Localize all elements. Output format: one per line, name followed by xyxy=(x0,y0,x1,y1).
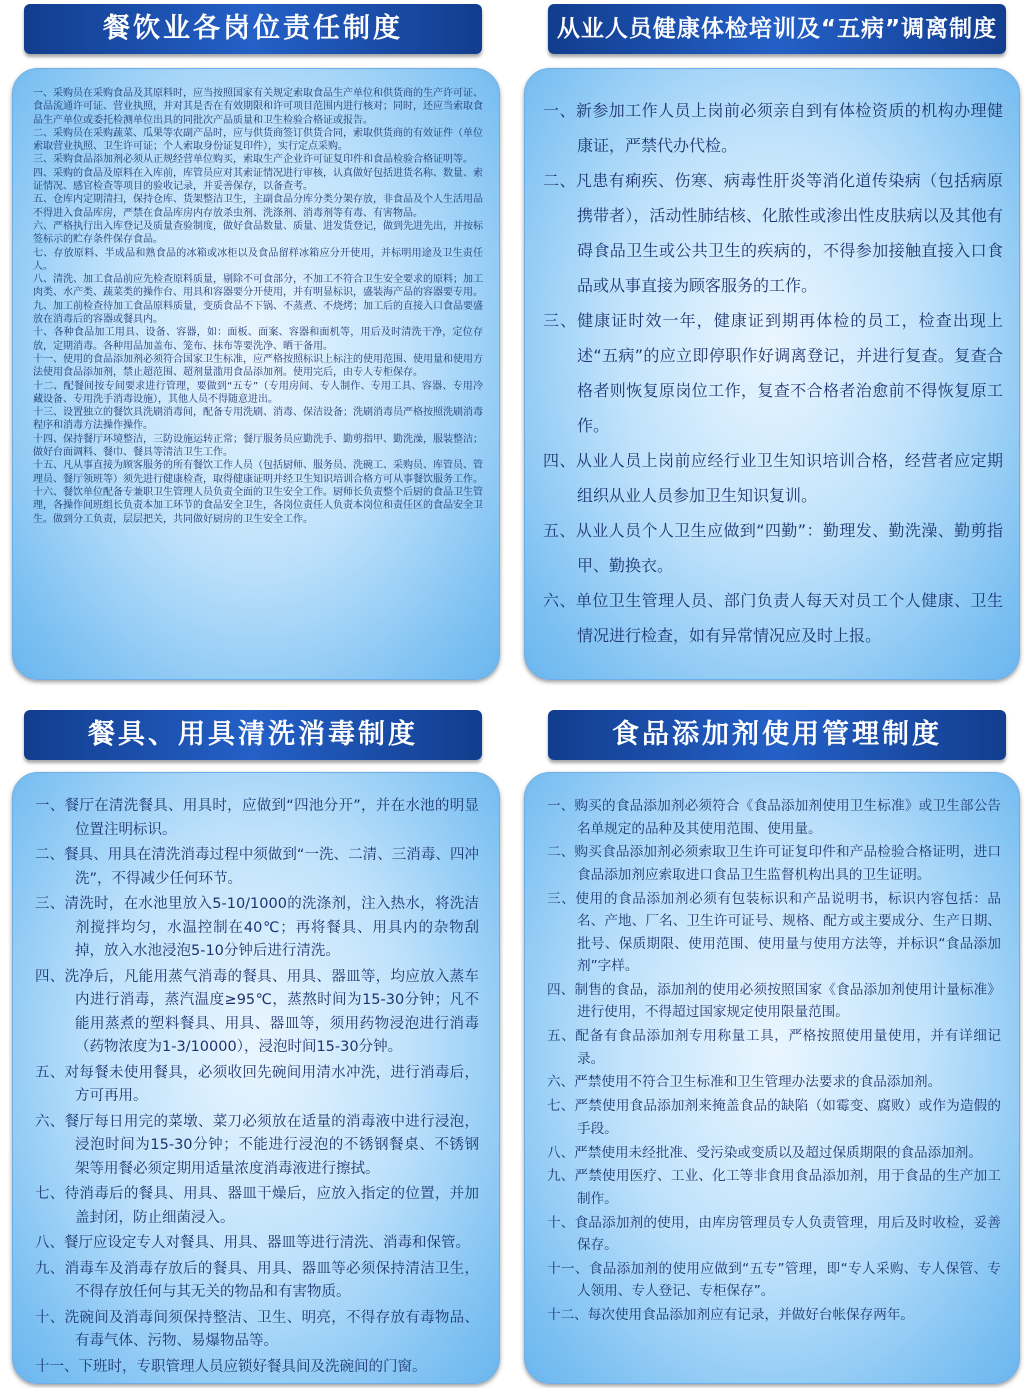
rule-item: 三、清洗时，在水池里放入5-10/1000的洗涤剂，注入热水，将洗洁剂搅拌均匀，水温控制在40℃；再将餐具、用具内的杂物刮掉，放入水池浸泡5-10分钟后进行清洗。 xyxy=(35,896,479,959)
section-1-panel xyxy=(12,68,500,680)
section-3-title: 餐具、用具清洗消毒制度 xyxy=(24,710,482,760)
rule-item: 五、对每餐未使用餐具，必须收回先碗间用清水冲洗，进行消毒后，方可再用。 xyxy=(35,1064,479,1104)
rule-item: 五、仓库内定期清扫，保持仓库、货架整洁卫生，主副食品分库分类分架存放，非食品及个人生活用品不得进入食品库房，严禁在食品库房内存放杀虫剂、洗涤剂、消毒剂等有毒、有害物品。 xyxy=(33,194,483,219)
rule-item: 十一、下班时，专职管理人员应锁好餐具间及洗碗间的门窗。 xyxy=(35,1358,427,1375)
section-2-panel xyxy=(524,68,1020,680)
rule-item: 九、加工前检查待加工食品原料质量，变质食品不下锅、不蒸煮、不烧烤；加工后的直接入口食品要盛放在消毒后的容器或餐具内。 xyxy=(33,300,483,326)
rule-item: 十、洗碗间及消毒间须保持整洁、卫生、明亮，不得存放有毒物品、有毒气体、污物、易爆物品等。 xyxy=(35,1309,479,1349)
rule-item: 十一、使用的食品添加剂必须符合国家卫生标准，应严格按照标识上标注的使用范围、使用量和使用方法使用食品添加剂，禁止超范围、超剂量滥用食品添加剂。使用完后，由专人专柜保存。 xyxy=(33,353,483,379)
section-1-title: 餐饮业各岗位责任制度 xyxy=(24,4,482,54)
section-2-title: 从业人员健康体检培训及“五病”调离制度 xyxy=(548,4,1006,54)
rule-item: 三、采购食品添加剂必须从正规经营单位购买，索取生产企业许可证复印件和食品检验合格证明等。 xyxy=(33,154,473,166)
rule-item: 五、配备有食品添加剂专用称量工具，严格按照使用量使用，并有详细记录。 xyxy=(547,1028,1001,1067)
rule-item: 四、制售的食品，添加剂的使用必须按照国家《食品添加剂使用计量标准》进行使用，不得超过国家规定使用限量范围。 xyxy=(547,981,1001,1021)
rule-item: 八、清洗、加工食品前应先检查原料质量，剔除不可食部分，不加工不符合卫生安全要求的原料；加工肉类、水产类、蔬菜类的操作台、用具和容器要分开使用，并有明显标识，盛装海产品的容器要专用。 xyxy=(33,274,483,299)
rule-item: 三、使用的食品添加剂必须有包装标识和产品说明书，标识内容包括：品名、产地、厂名、卫生许可证号、规格、配方或主要成分、生产日期、批号、保质期限、使用范围、使用量与使用方法等，并标识“食品添加剂”字样。 xyxy=(547,890,1001,975)
rule-item: 二、凡患有痢疾、伤寒、病毒性肝炎等消化道传染病（包括病原携带者），活动性肺结核、化脓性或渗出性皮肤病以及其他有碍食品卫生或公共卫生的疾病的，不得参加接触直接入口食品或从事直接为顾客服务的工作。 xyxy=(543,171,1003,295)
rule-item: 十二、每次使用食品添加剂应有记录，并做好台帐保存两年。 xyxy=(547,1307,915,1324)
rule-item: 二、餐具、用具在清洗消毒过程中须做到“一洗、二清、三消毒、四冲洗”，不得减少任何环节。 xyxy=(35,847,479,887)
rule-item: 八、严禁使用未经批准、受污染或变质以及超过保质期限的食品添加剂。 xyxy=(547,1144,982,1161)
rule-item: 六、严禁使用不符合卫生标准和卫生管理办法要求的食品添加剂。 xyxy=(547,1074,942,1091)
section-4-list xyxy=(547,795,1001,1327)
rule-item: 十五、凡从事直接为顾客服务的所有餐饮工作人员（包括厨师、服务员、洗碗工、采购员、库管员、管理员、餐厅领班等）须先进行健康检查，取得健康证明并经卫生知识培训合格方可从事餐饮服务工作。 xyxy=(33,460,483,485)
rule-item: 十六、餐饮单位配备专兼职卫生管理人员负责全面的卫生安全工作。厨师长负责整个后厨的食品卫生管理，各操作间班组长负责本加工环节的食品安全卫生，各岗位责任人负责本岗位和责任区的食品安全卫生。做到分工负责，层层把关，共同做好厨房的卫生安全工作。 xyxy=(33,486,483,525)
rule-item: 三、健康证时效一年，健康证到期再体检的员工，检查出现上述“五病”的应立即停职作好调离登记，并进行复查。复查合格者则恢复原岗位工作，复查不合格者治愈前不得恢复原工作。 xyxy=(543,311,1003,435)
rule-item: 六、餐厅每日用完的菜墩、菜刀必须放在适量的消毒液中进行浸泡，浸泡时间为15-30分钟；不能进行浸泡的不锈钢餐桌、不锈钢架等用餐必须定期用适量浓度消毒液进行擦拭。 xyxy=(35,1113,479,1177)
section-4-panel xyxy=(524,772,1020,1384)
rule-item: 二、购买食品添加剂必须索取卫生许可证复印件和产品检验合格证明，进口食品添加剂应索取进口食品卫生监督机构出具的卫生证明。 xyxy=(547,844,1001,883)
rule-item: 二、采购员在采购蔬菜、瓜果等农副产品时，应与供货商签订供货合同，索取供货商的有效证件（单位索取营业执照、卫生许可证；个人索取身份证复印件），实行定点采购。 xyxy=(33,127,483,153)
rule-item: 九、严禁使用医疗、工业、化工等非食用食品添加剂，用于食品的生产加工制作。 xyxy=(547,1168,1001,1207)
rule-item: 八、餐厅应设定专人对餐具、用具、器皿等进行清洗、消毒和保管。 xyxy=(35,1235,470,1251)
rule-item: 七、待消毒后的餐具、用具、器皿干燥后，应放入指定的位置，并加盖封闭，防止细菌浸入。 xyxy=(35,1186,479,1226)
rule-item: 四、从业人员上岗前应经行业卫生知识培训合格，经营者应定期组织从业人员参加卫生知识复训。 xyxy=(543,451,1003,505)
rule-item: 六、严格执行出入库登记及质量查验制度，做好食品数量、质量、进发货登记，做到先进先出，并按标签标示的贮存条件保存食品。 xyxy=(33,220,483,246)
rule-item: 十四、保持餐厅环境整洁，三防设施运转正常；餐厅服务员应勤洗手、勤剪指甲、勤洗澡，服装整洁；做好台面调料、餐巾、餐具等清洁卫生工作。 xyxy=(33,433,483,459)
rule-item: 十二、配餐间按专间要求进行管理，要做到“五专”（专用房间、专人制作、专用工具、容器、专用冷藏设备、专用洗手消毒设施），其他人员不得随意进出。 xyxy=(33,380,483,405)
rule-item: 十一、食品添加剂的使用应做到“五专”管理，即“专人采购、专人保管、专人领用、专人登记、专柜保存”。 xyxy=(547,1260,1001,1300)
rule-item: 一、新参加工作人员上岗前必须亲自到有体检资质的机构办理健康证，严禁代办代检。 xyxy=(543,101,1003,155)
section-1-list xyxy=(33,87,483,526)
section-3-panel xyxy=(12,772,500,1384)
rule-item: 十、食品添加剂的使用，由库房管理员专人负责管理，用后及时收检，妥善保存。 xyxy=(547,1214,1001,1254)
rule-item: 十三、设置独立的餐饮具洗刷消毒间，配备专用洗刷、消毒、保洁设备；洗刷消毒员严格按照洗刷消毒程序和消毒方法操作操作。 xyxy=(33,407,483,432)
section-3-list xyxy=(35,795,479,1379)
rule-item: 四、采购的食品及原料在入库前，库管员应对其索证情况进行审核，认真做好包括进货名称、数量、索证情况、感官检查等项目的验收记录，并妥善保存，以备查考。 xyxy=(33,167,483,193)
section-4-title: 食品添加剂使用管理制度 xyxy=(548,710,1006,760)
rule-item: 一、采购员在采购食品及其原料时，应当按照国家有关规定索取食品生产单位和供货商的生产许可证、食品流通许可证、营业执照，并对其是否在有效期限和许可项目范围内进行核对；同时，还应当索取食品生产单位或委托检测单位出具的同批次产品质量和卫生检验合格证或报告。 xyxy=(33,88,483,126)
rule-item: 七、存放原料、半成品和熟食品的冰箱或冰柜以及食品留样冰箱应分开使用，并标明用途及卫生责任人。 xyxy=(33,247,483,272)
rule-item: 四、洗净后，凡能用蒸气消毒的餐具、用具、器皿等，均应放入蒸车内进行消毒，蒸汽温度≥95℃，蒸熬时间为15-30分钟；凡不能用蒸煮的塑料餐具、用具、器皿等，须用药物浸泡进行消毒（药物浓度为1-3/10000），浸泡时间15-30分钟。 xyxy=(35,968,479,1055)
rule-item: 一、购买的食品添加剂必须符合《食品添加剂使用卫生标准》或卫生部公告名单规定的品种及其使用范围、使用量。 xyxy=(547,798,1001,837)
rule-item: 一、餐厅在清洗餐具、用具时，应做到“四池分开”，并在水池的明显位置注明标识。 xyxy=(35,798,479,838)
rule-item: 七、严禁使用食品添加剂来掩盖食品的缺陷（如霉变、腐败）或作为造假的手段。 xyxy=(547,1098,1001,1137)
rule-item: 五、从业人员个人卫生应做到“四勤”：勤理发、勤洗澡、勤剪指甲、勤换衣。 xyxy=(543,521,1003,575)
rule-item: 九、消毒车及消毒存放后的餐具、用具、器皿等必须保持清洁卫生，不得存放任何与其无关的物品和有害物质。 xyxy=(35,1260,479,1300)
rule-item: 十、各种食品加工用具、设备、容器，如：面板、面案、容器和面机等，用后及时清洗干净，定位存放，定期消毒。各种用品加盖布、笼布、抹布等要洗净、晒干备用。 xyxy=(33,327,483,352)
section-2-list xyxy=(543,93,1003,653)
rule-item: 六、单位卫生管理人员、部门负责人每天对员工个人健康、卫生情况进行检查，如有异常情况应及时上报。 xyxy=(543,591,1003,645)
